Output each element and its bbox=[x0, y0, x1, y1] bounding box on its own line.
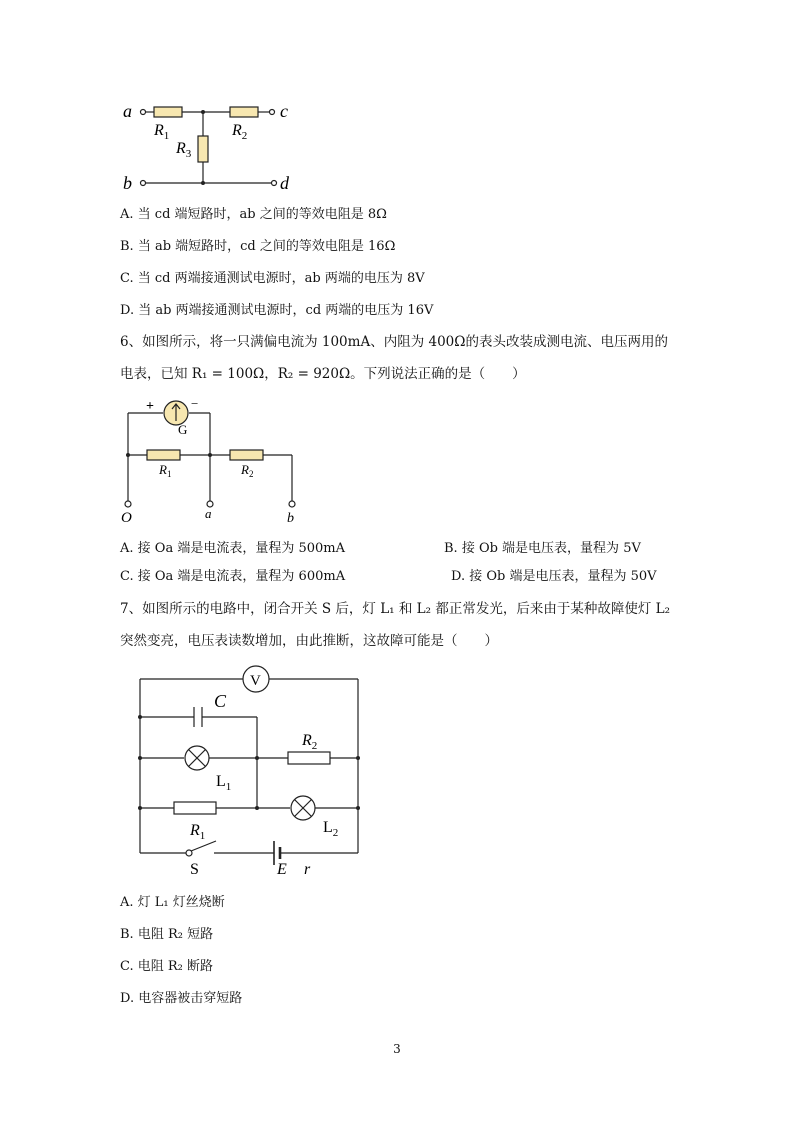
q5-option-d: D. 当 ab 两端接通测试电源时，cd 两端的电压为 16V bbox=[120, 303, 434, 318]
terminal-a-label: a bbox=[123, 101, 132, 121]
plus-label: + bbox=[146, 399, 154, 414]
q5-option-b: B. 当 ab 端短路时，cd 之间的等效电阻是 16Ω bbox=[120, 239, 396, 254]
l1-label: $L_1$ bbox=[216, 773, 232, 793]
q6-stem-line1: 6、如图所示，将一只满偏电流为 100mA、内阻为 400Ω的表头改装成测电流、电压两用的 bbox=[120, 334, 668, 350]
resistor-r1 bbox=[147, 450, 180, 460]
r1-label: $R_1$ bbox=[154, 122, 170, 142]
switch-label: S bbox=[190, 861, 199, 878]
q7-option-d: D. 电容器被击穿短路 bbox=[120, 991, 243, 1006]
q6-option-c: C. 接 Oa 端是电流表，量程为 600mA bbox=[120, 569, 346, 584]
page-number: 3 bbox=[393, 1042, 401, 1056]
q7-stem-line1: 7、如图所示的电路中，闭合开关 S 后，灯 L₁ 和 L₂ 都正常发光，后来由于某种故障使灯 L₂ bbox=[120, 601, 671, 617]
r2-label: $R_2$ bbox=[241, 462, 254, 479]
voltmeter-label: V bbox=[250, 673, 261, 689]
g-label: G bbox=[178, 422, 188, 437]
terminal-d-label: d bbox=[280, 173, 289, 193]
r1-label: $R_1$ bbox=[159, 462, 172, 479]
figure-t-network bbox=[118, 96, 308, 196]
q6-option-b: B. 接 Ob 端是电压表，量程为 5V bbox=[444, 541, 641, 556]
q7-option-b: B. 电阻 R₂ 短路 bbox=[120, 927, 214, 942]
resistor-r1 bbox=[154, 107, 182, 117]
terminal-a-label: a bbox=[205, 506, 212, 521]
q6-option-d: D. 接 Ob 端是电压表，量程为 50V bbox=[451, 569, 657, 584]
q7-option-a: A. 灯 L₁ 灯丝烧断 bbox=[120, 895, 225, 910]
internal-r-label: r bbox=[304, 861, 311, 878]
r1-label: $R_1$ bbox=[190, 822, 206, 842]
minus-label: − bbox=[191, 396, 199, 411]
r3-label: $R_3$ bbox=[176, 140, 192, 160]
resistor-r2 bbox=[230, 450, 263, 460]
resistor-r3 bbox=[198, 136, 208, 162]
terminal-o-label: O bbox=[121, 510, 132, 526]
capacitor-label: C bbox=[214, 691, 227, 711]
terminal-c-label: c bbox=[280, 101, 288, 121]
resistor-r2 bbox=[288, 752, 330, 764]
resistor-r2 bbox=[230, 107, 258, 117]
figure-meter-circuit bbox=[112, 393, 312, 528]
q6-stem-line2: 电表，已知 R₁ = 100Ω，R₂ = 920Ω。下列说法正确的是（ ） bbox=[120, 366, 526, 382]
r2-label: $R_2$ bbox=[232, 122, 248, 142]
q5-option-c: C. 当 cd 两端接通测试电源时，ab 两端的电压为 8V bbox=[120, 271, 425, 286]
terminal-b-label: b bbox=[287, 511, 294, 526]
terminal-b-label: b bbox=[123, 173, 132, 193]
q7-stem-line2: 突然变亮，电压表读数增加，由此推断，这故障可能是（ ） bbox=[120, 633, 498, 649]
l2-label: $L_2$ bbox=[323, 819, 339, 839]
resistor-r1 bbox=[174, 802, 216, 814]
emf-label: E bbox=[277, 861, 287, 878]
q6-option-a: A. 接 Oa 端是电流表，量程为 500mA bbox=[120, 541, 345, 556]
q7-option-c: C. 电阻 R₂ 断路 bbox=[120, 959, 214, 974]
r2-label: $R_2$ bbox=[302, 732, 318, 752]
q5-option-a: A. 当 cd 端短路时，ab 之间的等效电阻是 8Ω bbox=[120, 207, 387, 222]
figure-fault-circuit bbox=[130, 662, 370, 882]
